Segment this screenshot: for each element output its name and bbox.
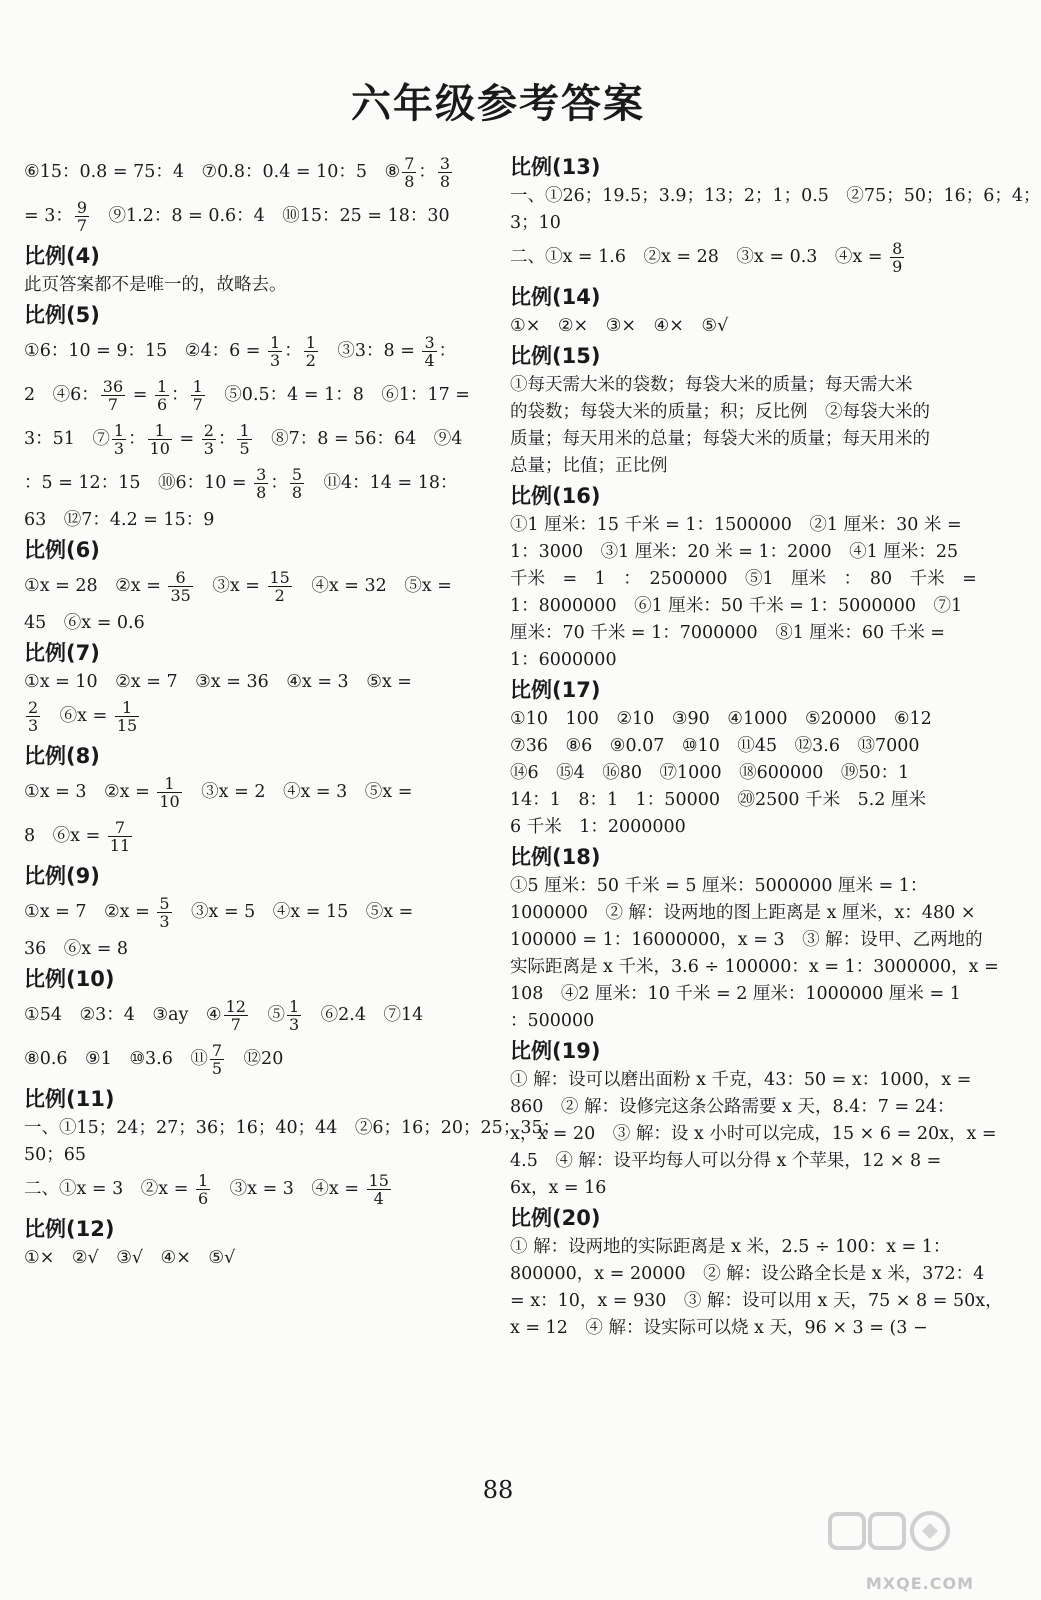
answer-line: ① 解：设两地的实际距离是 x 米，2.5 ÷ 100：x = 1： — [510, 1237, 951, 1257]
fraction: $\frac{2}{3}$ — [28, 698, 39, 735]
answer-line: ：5 = 12：15 ⑩6：10 = $\frac{3}{8}$ ： $\frac{5}{8}$ ⑪4：14 = 18： — [24, 465, 458, 502]
answer-line: 1：3000 ③1 厘米：20 米 = 1：2000 ④1 厘米：25 — [510, 542, 959, 562]
answer-line: = 3： $\frac{9}{7}$ ⑨1.2：8 = 0.6：4 ⑩15：25 = 18：30 — [24, 198, 450, 235]
answer-line: 质量；每天用米的总量；每袋大米的质量；每天用米的 — [510, 429, 930, 449]
right-column — [510, 152, 1041, 1345]
section-16 — [510, 483, 977, 674]
section-heading: 比例(9) — [24, 864, 100, 888]
fraction: $\frac{7}{5}$ — [211, 1041, 223, 1078]
answer-line: 2 ④6： $\frac{36}{7}$ = $\frac{1}{6}$ ： $\frac{1}{7}$ ⑤0.5：4 = 1：8 ⑥1：17 = — [24, 377, 470, 414]
answer-line: ⑧0.6 ⑨1 ⑩3.6 ⑪ $\frac{7}{5}$ ⑫20 — [24, 1041, 284, 1078]
section-6 — [24, 537, 480, 637]
section-7 — [24, 640, 480, 740]
section-8 — [24, 743, 480, 860]
answer-line: 6 千米 1：2000000 — [510, 817, 686, 837]
section-19 — [510, 1038, 997, 1202]
fraction: $\frac{1}{6}$ — [197, 1171, 209, 1208]
section-heading: 比例(13) — [510, 155, 601, 179]
answer-line: ① 解：设可以磨出面粉 x 千克，43：50 = x：1000，x = — [510, 1070, 972, 1090]
answer-line: ①× ②√ ③√ ④× ⑤√ — [24, 1248, 236, 1268]
fraction: $\frac{5}{8}$ — [291, 465, 303, 502]
section-14 — [510, 284, 972, 340]
section-heading: 比例(11) — [24, 1087, 115, 1111]
answer-line: 3；10 — [510, 213, 561, 233]
fraction: $\frac{1}{6}$ — [156, 377, 168, 414]
fraction: $\frac{15}{4}$ — [368, 1171, 389, 1208]
fraction: $\frac{15}{2}$ — [269, 568, 290, 605]
answer-line: 14：1 8：1 1：50000 ⑳2500 千米 5.2 厘米 — [510, 790, 926, 810]
section-heading: 比例(4) — [24, 244, 100, 268]
section-heading: 比例(17) — [510, 678, 601, 702]
answer-line: 总量；比值；正比例 — [510, 456, 668, 476]
answer-line: 4.5 ④ 解：设平均每人可以分得 x 个苹果，12 × 8 = — [510, 1151, 942, 1171]
answer-line: ①10 100 ②10 ③90 ④1000 ⑤20000 ⑥12 — [510, 709, 932, 729]
fraction: $\frac{1}{10}$ — [149, 421, 170, 458]
answer-line: ⑭6 ⑮4 ⑯80 ⑰1000 ⑱600000 ⑲50：1 — [510, 763, 910, 783]
answer-line: 50；65 — [24, 1145, 87, 1165]
answer-line: 1000000 ② 解：设两地的图上距离是 x 厘米，x：480 × — [510, 903, 976, 923]
answer-line: $\frac{2}{3}$ ⑥x = $\frac{1}{15}$ — [28, 698, 138, 735]
section-heading: 比例(8) — [24, 744, 100, 768]
fraction: $\frac{1}{5}$ — [239, 421, 250, 458]
fraction: $\frac{3}{8}$ — [439, 154, 451, 191]
answer-line: 1：6000000 — [510, 650, 617, 670]
section-5 — [24, 302, 480, 534]
fraction: $\frac{12}{7}$ — [225, 997, 246, 1034]
answer-line: 108 ④2 厘米：10 千米 = 2 厘米：1000000 厘米 = 1 — [510, 984, 961, 1004]
answer-line: 一、①26；19.5；3.9；13；2；1；0.5 ②75；50；16；6；4； — [510, 186, 1041, 206]
answer-line: 的袋数；每袋大米的质量；积；反比例 ②每袋大米的 — [510, 402, 930, 422]
fraction: $\frac{1}{7}$ — [192, 377, 203, 414]
section-17 — [510, 677, 972, 841]
answer-line: 千米 = 1 ： 2500000 ⑤1 厘米 ： 80 千米 = — [510, 569, 977, 589]
section-heading: 比例(7) — [24, 641, 100, 665]
answer-line: 36 ⑥x = 8 — [24, 939, 129, 959]
section-4 — [24, 243, 480, 299]
fraction: $\frac{8}{9}$ — [892, 239, 903, 276]
answer-line: 实际距离是 x 千米，3.6 ÷ 100000：x = 1：3000000，x = — [510, 957, 999, 977]
answer-line: ①6：10 = 9：15 ②4：6 = $\frac{1}{3}$ ： $\frac{1}{2}$ ③3：8 = $\frac{3}{4}$ ： — [24, 333, 457, 370]
section-heading: 比例(14) — [510, 285, 601, 309]
fraction: $\frac{5}{3}$ — [159, 894, 170, 931]
answer-line: ①× ②× ③× ④× ⑤√ — [510, 316, 729, 336]
section-heading: 比例(16) — [510, 484, 601, 508]
answer-line: ①54 ②3：4 ③ay ④ $\frac{12}{7}$ ⑤ $\frac{1}{3}$ ⑥2.4 ⑦14 — [24, 997, 424, 1034]
answer-line: 6x，x = 16 — [510, 1178, 607, 1198]
answer-line: 3：51 ⑦ $\frac{1}{3}$ ： $\frac{1}{10}$ = $\frac{2}{3}$ ： $\frac{1}{5}$ ⑧7：8 = 56：64 ⑨4 — [24, 421, 463, 458]
fraction: $\frac{36}{7}$ — [102, 377, 124, 414]
answer-line: ：500000 — [510, 1011, 595, 1031]
answer-line: ⑥15：0.8 = 75：4 ⑦0.8：0.4 = 10：5 ⑧ $\frac{7}{8}$ ： $\frac{3}{8}$ — [24, 154, 451, 191]
answer-line: = x：10，x = 930 ③ 解：设可以用 x 天，75 × 8 = 50x， — [510, 1291, 1003, 1311]
answer-line: 二、①x = 1.6 ②x = 28 ③x = 0.3 ④x = $\frac{8}{9}$ — [510, 239, 903, 276]
fraction: $\frac{3}{8}$ — [256, 465, 267, 502]
answer-line: 此页答案都不是唯一的，故略去。 — [24, 275, 287, 295]
fraction: $\frac{1}{10}$ — [159, 774, 180, 811]
answer-line: ①x = 10 ②x = 7 ③x = 36 ④x = 3 ⑤x = — [24, 672, 412, 692]
answer-line: 二、①x = 3 ②x = $\frac{1}{6}$ ③x = 3 ④x = $\frac{15}{4}$ — [24, 1171, 389, 1208]
fraction: $\frac{1}{3}$ — [288, 997, 300, 1034]
section-heading: 比例(20) — [510, 1206, 601, 1230]
answer-line: 63 ⑫7：4.2 = 15：9 — [24, 510, 215, 530]
answer-line: x，x = 20 ③ 解：设 x 小时可以完成，15 × 6 = 20x，x = — [510, 1124, 997, 1144]
fraction: $\frac{7}{11}$ — [109, 818, 131, 855]
section-heading: 比例(12) — [24, 1217, 115, 1241]
section-heading: 比例(10) — [24, 967, 115, 991]
section-9 — [24, 863, 480, 963]
fraction: $\frac{3}{4}$ — [424, 333, 435, 370]
fraction: $\frac{9}{7}$ — [76, 198, 88, 235]
answer-line: ①5 厘米：50 千米 = 5 厘米：5000000 厘米 = 1： — [510, 876, 928, 896]
section-heading: 比例(5) — [24, 303, 100, 327]
answer-line: ①x = 3 ②x = $\frac{1}{10}$ ③x = 2 ④x = 3 ⑤x = — [24, 774, 413, 811]
fraction: $\frac{1}{3}$ — [113, 421, 125, 458]
page-number: 88 — [482, 1476, 514, 1504]
fraction: $\frac{7}{8}$ — [404, 154, 415, 191]
answer-line: 1：8000000 ⑥1 厘米：50 千米 = 1：5000000 ⑦1 — [510, 596, 963, 616]
answer-line: 100000 = 1：16000000，x = 3 ③ 解：设甲、乙两地的 — [510, 930, 983, 950]
answer-line: 8 ⑥x = $\frac{7}{11}$ — [24, 818, 131, 855]
section-heading: 比例(19) — [510, 1039, 601, 1063]
fraction: $\frac{6}{35}$ — [170, 568, 191, 605]
section-20 — [510, 1205, 1003, 1342]
fraction: $\frac{1}{15}$ — [116, 698, 138, 735]
section-heading: 比例(15) — [510, 344, 601, 368]
answer-line: 厘米：70 千米 = 1：7000000 ⑧1 厘米：60 千米 = — [510, 623, 945, 643]
section-heading: 比例(18) — [510, 845, 601, 869]
answer-line: 一、①15；24；27；36；16；40；44 ②6；16；20；25；35； — [24, 1118, 561, 1138]
fraction: $\frac{2}{3}$ — [203, 421, 214, 458]
section-18 — [510, 844, 999, 1035]
section-12 — [24, 1216, 480, 1272]
answer-line: 45 ⑥x = 0.6 — [24, 613, 145, 633]
fraction: $\frac{1}{2}$ — [305, 333, 316, 370]
answer-line: ⑦36 ⑧6 ⑨0.07 ⑩10 ⑪45 ⑫3.6 ⑬7000 — [510, 736, 920, 756]
fraction: $\frac{1}{3}$ — [270, 333, 281, 370]
answer-line: x = 12 ④ 解：设实际可以烧 x 天，96 × 3 = (3 − — [510, 1318, 928, 1338]
page-title: 六年级参考答案 — [351, 80, 645, 127]
section-10 — [24, 966, 480, 1083]
section-15 — [510, 343, 972, 480]
section-heading: 比例(6) — [24, 538, 100, 562]
section-3-continued — [24, 152, 480, 240]
watermark-text: MXQE.COM — [865, 1574, 974, 1593]
answer-line: ①1 厘米：15 千米 = 1：1500000 ②1 厘米：30 米 = — [510, 515, 962, 535]
answer-line: ①x = 7 ②x = $\frac{5}{3}$ ③x = 5 ④x = 15 ⑤x = — [24, 894, 414, 931]
answer-line: 860 ② 解：设修完这条公路需要 x 天，8.4：7 = 24： — [510, 1097, 955, 1117]
answer-line: ①每天需大米的袋数；每袋大米的质量；每天需大米 — [510, 375, 913, 395]
answer-line: ①x = 28 ②x = $\frac{6}{35}$ ③x = $\frac{15}{2}$ ④x = 32 ⑤x = — [24, 568, 452, 605]
section-13 — [510, 154, 1041, 281]
answer-line: 800000，x = 20000 ② 解：设公路全长是 x 米，372：4 — [510, 1264, 985, 1284]
